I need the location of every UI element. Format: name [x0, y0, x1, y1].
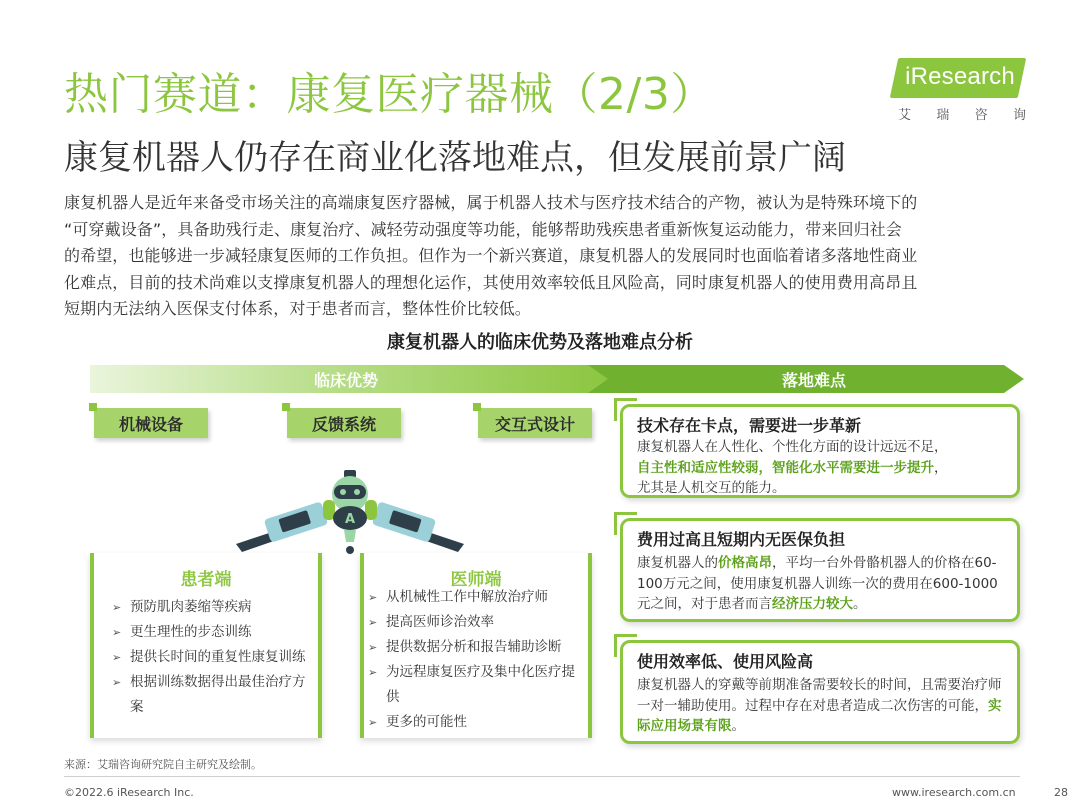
copyright: ©2022.6 iResearch Inc. [64, 786, 194, 799]
logo-sub-char: 瑞 [936, 108, 950, 123]
iresearch-logo [894, 58, 1026, 122]
difficulty-box-efficiency [620, 640, 1020, 744]
left-key-icon [236, 501, 328, 552]
logo-subtitle [898, 104, 1026, 123]
page-title: 热门赛道：康复医疗器械（2/3） [64, 69, 715, 120]
robot-chest-letter: A [344, 512, 356, 527]
page-subtitle: 康复机器人仍存在商业化落地难点，但发展前景广阔 [64, 138, 846, 178]
difficulties-label: 落地难点 [782, 371, 847, 390]
difficulty-box-title: 技术存在卡点，需要进一步革新 [637, 416, 862, 435]
list-item: ➢ 预防肌肉萎缩等疾病 [112, 595, 318, 620]
tag-feedback-system: 反馈系统 [287, 408, 401, 438]
difficulty-text-line: 尤其是人机交互的能力。 [637, 480, 786, 496]
list-item: ➢ 根据训练数据得出最佳治疗方案 [112, 670, 318, 720]
footer-divider [64, 776, 1020, 777]
intro-line: 的希望，也能够进一步减轻康复医师的工作负担。但作为一个新兴赛道，康复机器人的发展同时也面临着诸多落地性商业 [64, 246, 918, 265]
tag-mechanical-equipment: 机械设备 [94, 408, 208, 438]
difficulty-text: 。 [853, 596, 867, 612]
right-key-icon [372, 501, 464, 552]
highlight-text: 价格高昂 [718, 555, 772, 571]
list-item: ➢ 为远程康复医疗及集中化医疗提供 [368, 660, 588, 710]
patient-benefit-list [112, 595, 318, 720]
logo-brand: iResearch [905, 63, 1015, 90]
difficulty-text: 康复机器人的 [637, 555, 718, 571]
highlight-text: 自主性和适应性较弱，智能化水平需要进一步提升 [637, 459, 934, 476]
logo-sub-char: 艾 [898, 108, 912, 123]
difficulty-box-text [637, 553, 1007, 615]
advantages-label: 临床优势 [314, 371, 379, 390]
list-item: ➢ 提供长时间的重复性康复训练 [112, 645, 318, 670]
intro-line: 短期内无法纳入医保支付体系，对于患者而言，整体性价比较低。 [64, 299, 531, 318]
difficulty-box-text [637, 437, 1007, 499]
doctor-panel [360, 553, 592, 738]
patient-panel-title: 患者端 [180, 570, 232, 590]
list-item: ➢ 提供数据分析和报告辅助诊断 [368, 635, 588, 660]
difficulty-text-line: 康复机器人在人性化、个性化方面的设计远远不足， [637, 439, 948, 455]
source-note: 来源：艾瑞咨询研究院自主研究及绘制。 [64, 758, 262, 771]
list-item: ➢ 更生理性的步态训练 [112, 620, 318, 645]
intro-line: “可穿戴设备”，具备助残行走、康复治疗、减轻劳动强度等功能，能够帮助残疾患者重新恢复运动能力，带来回归社会 [64, 219, 902, 239]
diagram-title: 康复机器人的临床优势及落地难点分析 [387, 332, 693, 353]
logo-sub-char: 咨 [974, 108, 988, 123]
difficulty-text: ，平均一台外骨骼机器人的价格在60-100万元之间，使用康复机器人训练一次的费用在600-1000元之间，对于患者而言 [637, 555, 998, 612]
patient-panel [90, 553, 322, 738]
highlight-text: 实际应用场景有限 [637, 697, 1002, 734]
intro-paragraph [64, 190, 1024, 323]
difficulty-text-line [637, 458, 1007, 479]
intro-line: 化难点，目前的技术尚难以支撑康复机器人的理想化运作，其使用效率较低且风险高，同时康复机器人的使用费用高昂且 [64, 272, 918, 292]
tag-interactive-design: 交互式设计 [478, 408, 592, 438]
website-link[interactable]: www.iresearch.com.cn [892, 786, 1016, 799]
highlight-text: 经济压力较大 [772, 596, 853, 612]
list-item: ➢ 提高医师诊治效率 [368, 610, 588, 635]
robot-icon [323, 470, 377, 554]
page-number: 28 [1054, 786, 1068, 799]
difficulty-box-cost [620, 518, 1020, 622]
difficulty-box-text [637, 675, 1007, 737]
difficulty-box-technology [620, 404, 1020, 498]
logo-sub-char: 询 [1012, 108, 1026, 123]
difficulty-text-tail: ， [934, 459, 948, 476]
difficulty-box-title: 使用效率低、使用风险高 [637, 652, 814, 671]
intro-line: 康复机器人是近年来备受市场关注的高端康复医疗器械，属于机器人技术与医疗技术结合的产物，被认为是特殊环境下的 [64, 193, 918, 212]
difficulty-text: 康复机器人的穿戴等前期准备需要较长的时间，且需要治疗师一对一辅助使用。过程中存在对患者造成二次伤害的可能， [637, 677, 1002, 714]
doctor-benefit-list [368, 585, 588, 735]
list-item: ➢ 从机械性工作中解放治疗师 [368, 585, 588, 610]
difficulty-box-title: 费用过高且短期内无医保负担 [637, 530, 846, 549]
robot-illustration [230, 470, 470, 560]
doctor-panel-title: 医师端 [450, 570, 502, 590]
list-item-continuation: ➢ 更多的可能性 [368, 710, 588, 735]
difficulty-text: 。 [731, 718, 745, 734]
